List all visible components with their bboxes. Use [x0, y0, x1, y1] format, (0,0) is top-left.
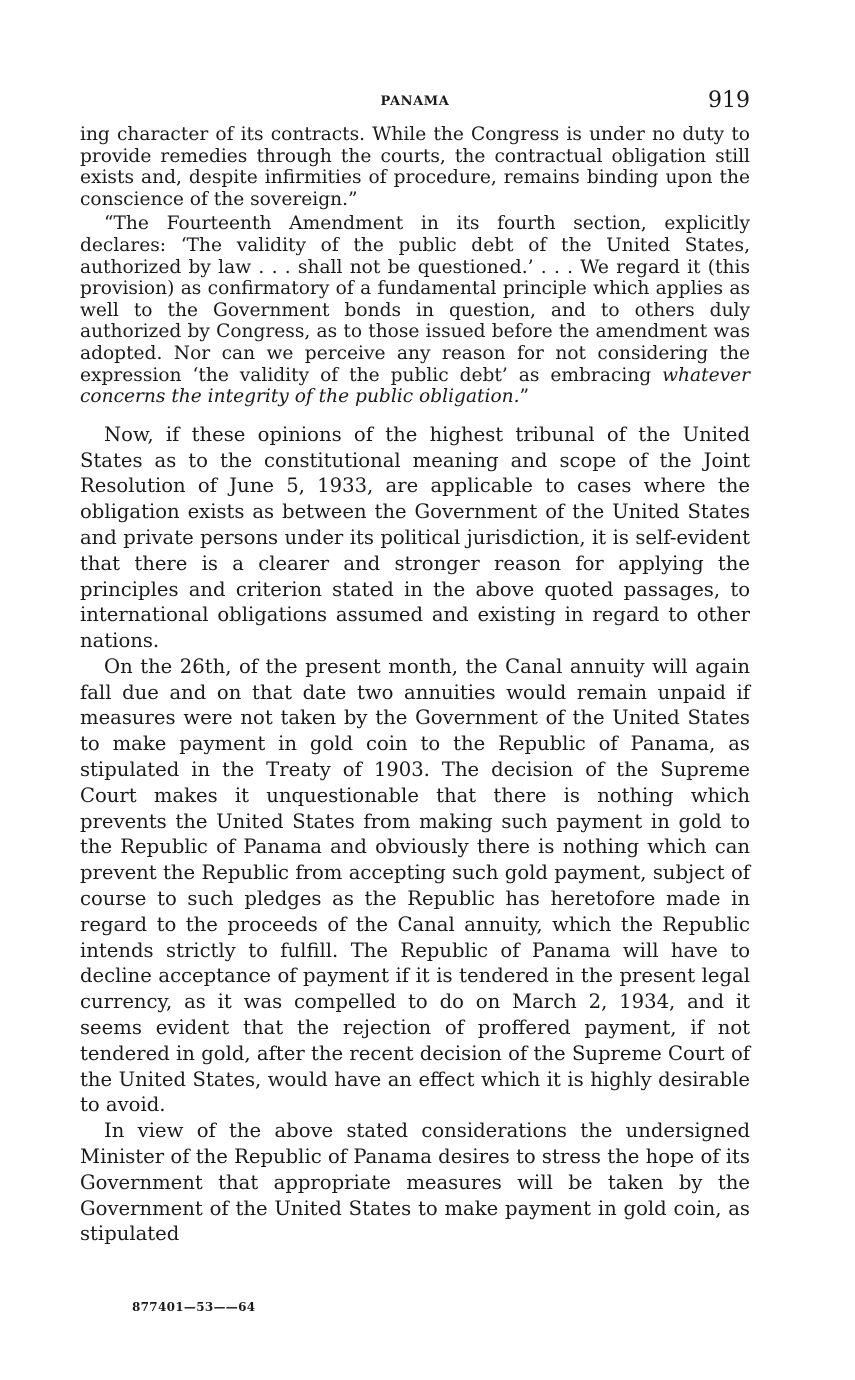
running-head: PANAMA	[380, 94, 450, 109]
page-header	[80, 84, 750, 124]
quote-italic-text: whatever concerns the integrity of the public obligation.	[80, 364, 750, 408]
page-number: 919	[708, 88, 750, 113]
quote-close-mark: ”	[519, 386, 530, 408]
quote-paragraph-fourteenth-amendment	[80, 213, 750, 407]
quote-text: “The Fourteenth Amendment in its fourth section, explicitly declares: ‘The validity of the public debt of the United States, authorized by law . . . shall not be questioned.’ . . . We regard it (this provision) as confirmatory of a fundamental principle which applies as well to the Government bonds in question, and to others duly authorized by Congress, as to those issued before the amendment was adopted. Nor can we perceive any reason for not considering the expression ‘the validity of the public debt’ as embracing	[80, 213, 750, 386]
print-code: 877401—53——64	[132, 1300, 256, 1314]
body-paragraph: On the 26th, of the present month, the Canal annuity will again fall due and on that date two annuities would remain unpaid if measures were not taken by the Government of the United States to make payment in gold coin to the Republic of Panama, as stipulated in the Treaty of 1903. The decision of the Supreme Court makes it unquestionable that there is nothing which prevents the United States from making such payment in gold to the Republic of Panama and obviously there is nothing which can prevent the Republic from accepting such gold payment, subject of course to such pledges as the Republic has heretofore made in regard to the proceeds of the Canal annuity, which the Republic intends strictly to fulfill. The Republic of Panama will have to decline acceptance of payment if it is tendered in the present legal currency, as it was compelled to do on March 2, 1934, and it seems evident that the rejection of proffered payment, if not tendered in gold, after the recent decision of the Supreme Court of the United States, would have an effect which it is highly desirable to avoid.	[80, 654, 750, 1117]
quote-paragraph-continued: ing character of its contracts. While the Congress is under no duty to provide remedies through the courts, the contractual obligation still exists and, despite infirmities of procedure, remains binding upon the conscience of the sovereign.”	[80, 124, 750, 210]
body-paragraph: In view of the above stated considerations the undersigned Minister of the Republic of Panama desires to stress the hope of its Government that appropriate measures will be taken by the Government of the United States to make payment in gold coin, as stipulated	[80, 1119, 750, 1246]
page	[80, 84, 750, 1247]
body-paragraph: Now, if these opinions of the highest tribunal of the United States as to the constitutional meaning and scope of the Joint Resolution of June 5, 1933, are applicable to cases where the obligation exists as between the Government of the United States and private persons under its political jurisdiction, it is self-evident that there is a clearer and stronger reason for applying the principles and criterion stated in the above quoted passages, to international obligations assumed and existing in regard to other nations.	[80, 422, 750, 653]
